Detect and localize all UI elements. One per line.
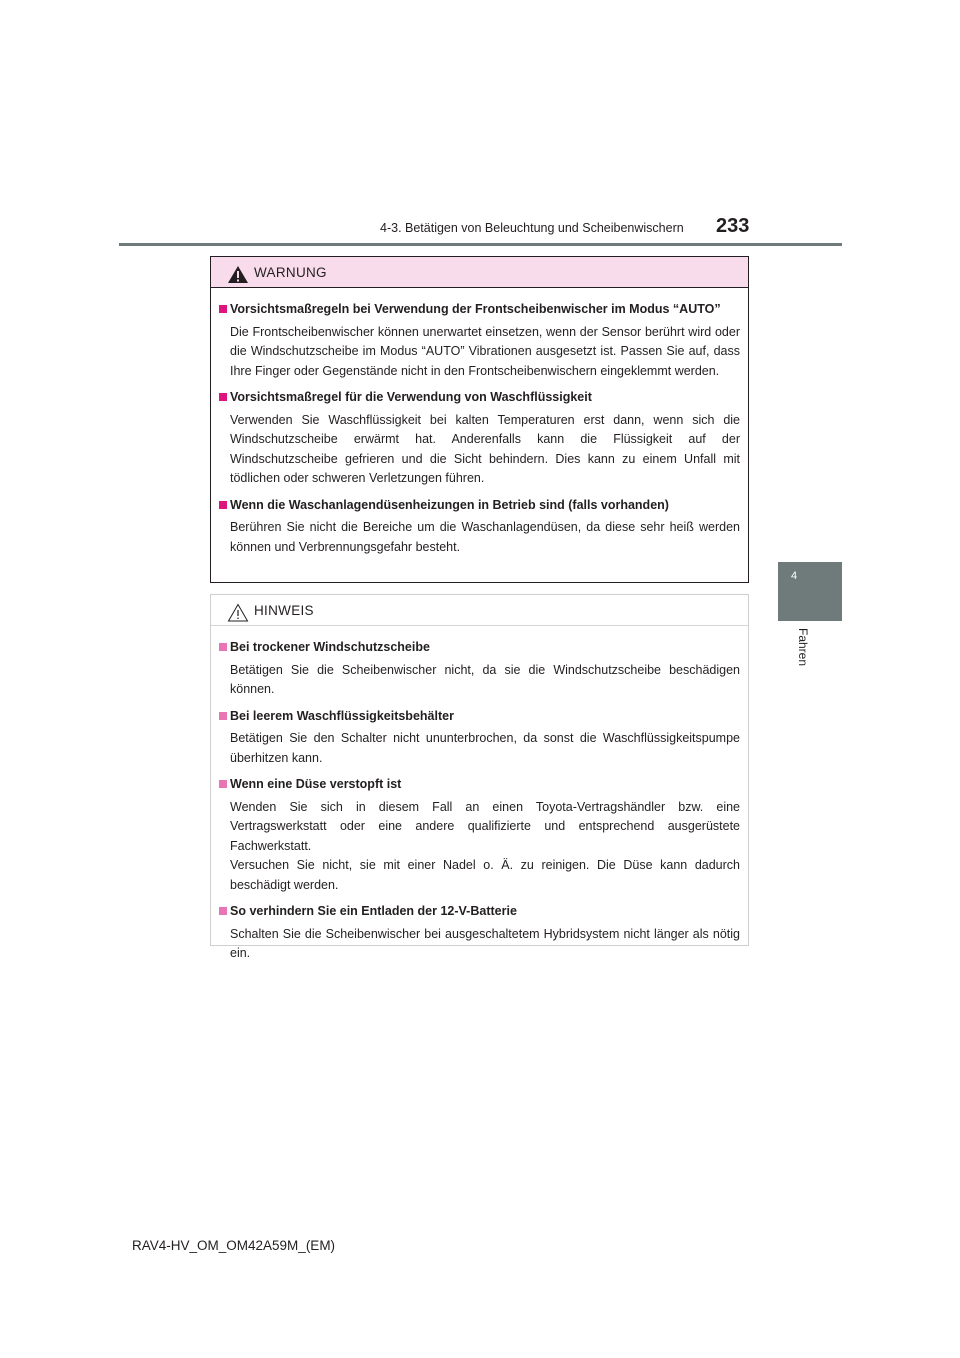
- chapter-label: Fahren: [796, 628, 810, 667]
- note-box-header: [211, 595, 748, 626]
- note-item-text: Betätigen Sie den Schalter nicht ununterbrochen, da sonst die Waschflüssigkeitspumpe überhitzen kann.: [230, 731, 740, 765]
- bullet-square-icon: [219, 305, 227, 313]
- bullet-square-icon: [219, 393, 227, 401]
- warning-item-text: Die Frontscheibenwischer können unerwartet einsetzen, wenn der Sensor berührt wird oder die Windschutzscheibe im Modus “AUTO” Vibrationen ausgesetzt ist. Passen Sie auf, dass Ihre Finger oder Gegenstände nicht in den Frontscheibenwischern eingeklemmt werden.: [230, 324, 740, 378]
- note-label: HINWEIS: [254, 603, 314, 618]
- note-item-title: Bei trockener Windschutzscheibe: [219, 638, 740, 658]
- note-item-text: Betätigen Sie die Scheibenwischer nicht, da sie die Windschutzscheibe beschädigen können.: [230, 662, 740, 696]
- note-item-title: So verhindern Sie ein Entladen der 12-V-Batterie: [219, 902, 740, 922]
- note-item-text: Schalten Sie die Scheibenwischer bei ausgeschaltetem Hybridsystem nicht länger als nötig ein.: [230, 926, 740, 960]
- warning-box-header: [211, 257, 748, 288]
- warning-item-text: Berühren Sie nicht die Bereiche um die Waschanlagendüsen, da diese sehr heiß werden können und Verbrennungsgefahr besteht.: [230, 520, 740, 554]
- note-item-text: Wenden Sie sich in diesem Fall an einen Toyota-Vertragshändler bzw. eine Vertragswerkstatt oder eine andere qualifizierte und entsprechend ausgerüstete Fachwerkstatt. Versuchen Sie nicht, sie mit einer Nadel o. Ä. zu reinigen. Die Düse kann dadurch beschädigt werden.: [230, 799, 740, 892]
- warning-item-title: Vorsichtsmaßregeln bei Verwendung der Frontscheibenwischer im Modus “AUTO”: [219, 300, 740, 320]
- note-box-body: [211, 626, 748, 964]
- warning-item-title: Wenn die Waschanlagendüsenheizungen in Betrieb sind (falls vorhanden): [219, 496, 740, 516]
- bullet-square-icon: [219, 712, 227, 720]
- chapter-tab: [778, 562, 842, 621]
- warning-box: [210, 256, 749, 583]
- note-item-title: Wenn eine Düse verstopft ist: [219, 775, 740, 795]
- page-number: 233: [716, 215, 750, 237]
- warning-label: WARNUNG: [254, 265, 327, 280]
- warning-triangle-icon: [227, 265, 249, 284]
- note-box: [210, 594, 749, 960]
- bullet-square-icon: [219, 780, 227, 788]
- section-title: 4-3. Betätigen von Beleuchtung und Scheibenwischern: [380, 221, 684, 235]
- manual-code: RAV4-HV_OM_OM42A59M_(EM): [132, 1238, 336, 1253]
- bullet-square-icon: [219, 907, 227, 915]
- bullet-square-icon: [219, 501, 227, 509]
- caution-triangle-outline-icon: [227, 603, 249, 622]
- bullet-square-icon: [219, 643, 227, 651]
- header-divider: [119, 243, 842, 246]
- note-item-title: Bei leerem Waschflüssigkeitsbehälter: [219, 707, 740, 727]
- warning-item-text: Verwenden Sie Waschflüssigkeit bei kalten Temperaturen erst dann, wenn sich die Windschutzscheibe erwärmt hat. Anderenfalls kann die Flüssigkeit auf der Windschutzscheibe gefrieren und die Sicht behindern. Dies kann zu einem Unfall mit tödlichen oder schweren Verletzungen führen.: [230, 412, 740, 485]
- warning-item-title: Vorsichtsmaßregel für die Verwendung von Waschflüssigkeit: [219, 388, 740, 408]
- warning-box-body: [211, 288, 748, 557]
- chapter-number: 4: [791, 570, 798, 582]
